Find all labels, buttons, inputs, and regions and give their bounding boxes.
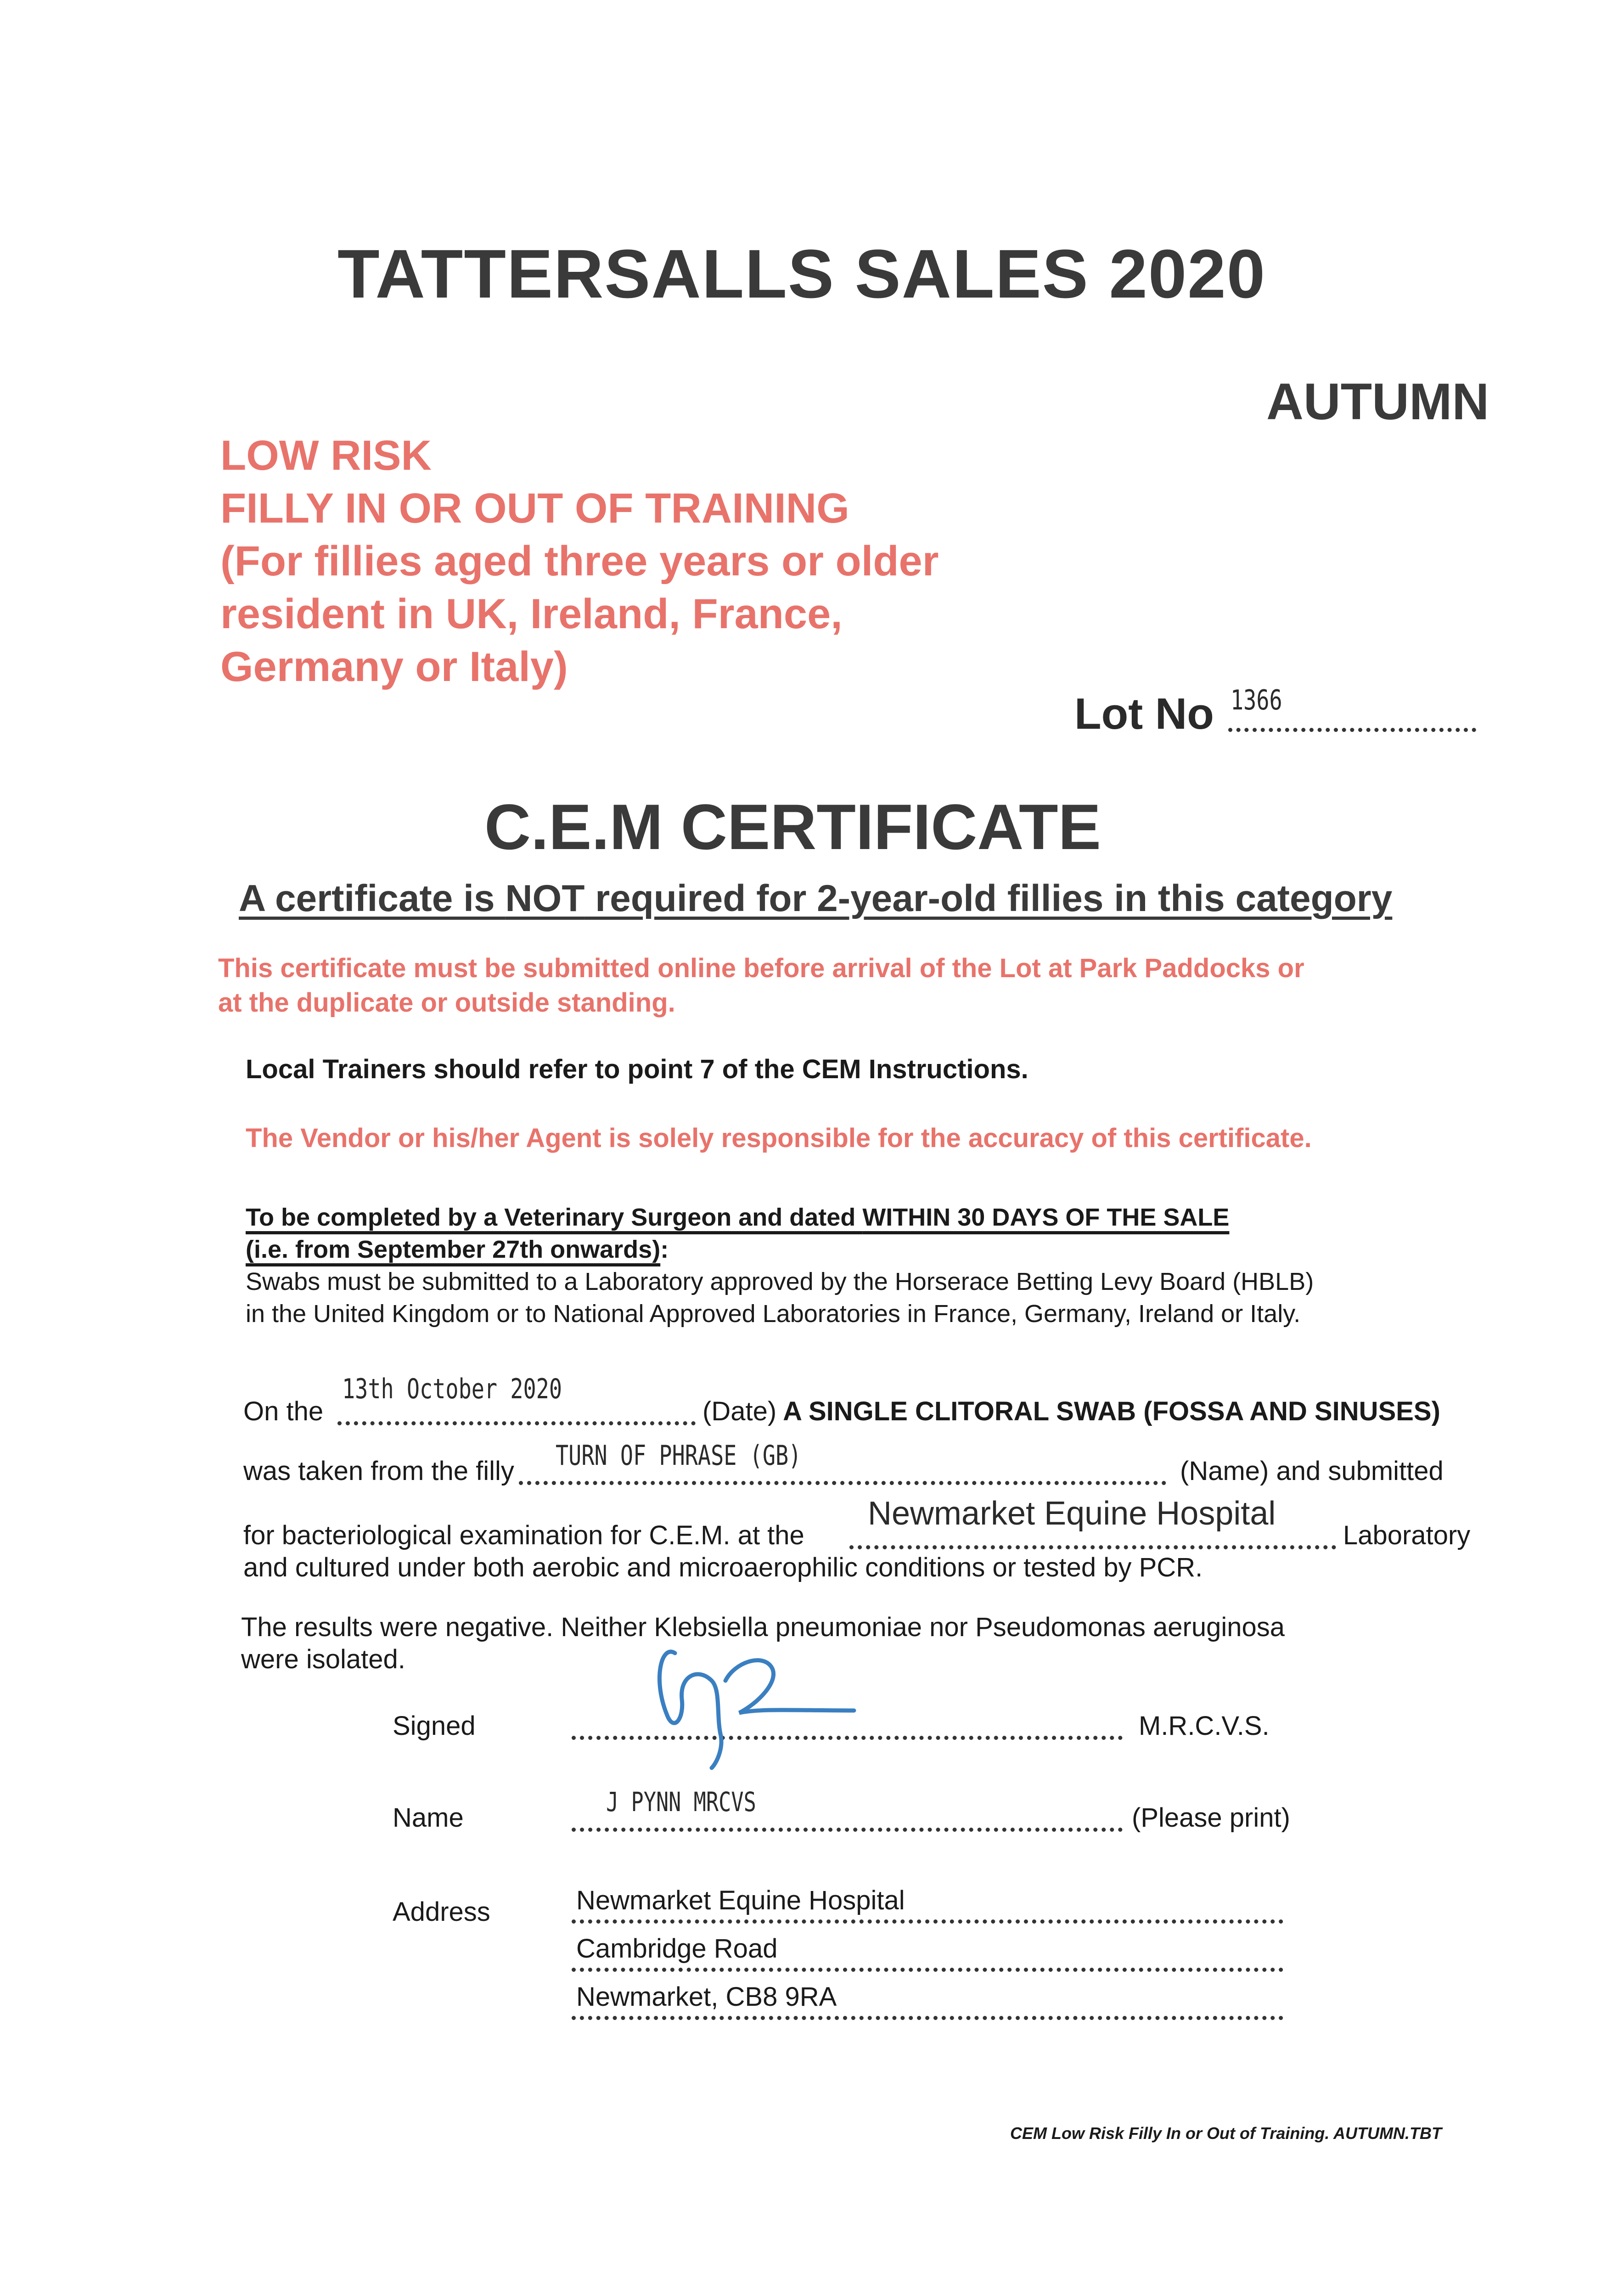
results-line-2: were isolated. bbox=[241, 1644, 405, 1674]
sale-name: AUTUMN bbox=[1266, 373, 1489, 430]
instructions-heading-pre: To be completed by a Veterinary Surgeon and dated bbox=[246, 1204, 863, 1231]
name-dotted-line bbox=[572, 1828, 1123, 1832]
address-dotted-line-2 bbox=[572, 1968, 1283, 1972]
bacteriological-label: for bacteriological examination for C.E.M. at the bbox=[243, 1520, 804, 1550]
vendor-notice: The Vendor or his/her Agent is solely responsible for the accuracy of this certificate. bbox=[246, 1123, 1312, 1153]
instructions-heading-line-2 bbox=[246, 1235, 669, 1264]
address-dotted-line-1 bbox=[572, 1919, 1283, 1924]
address-line-1: Newmarket Equine Hospital bbox=[576, 1885, 905, 1915]
address-line-3: Newmarket, CB8 9RA bbox=[576, 1982, 837, 2012]
instructions-heading-bold: WITHIN 30 DAYS OF THE SALE bbox=[862, 1204, 1230, 1231]
on-the-label: On the bbox=[243, 1396, 324, 1426]
instructions-heading bbox=[246, 1203, 1229, 1232]
instructions-date-range: (i.e. from September 27th onwards) bbox=[246, 1236, 661, 1263]
submit-notice-line-1: This certificate must be submitted online before arrival of the Lot at Park Paddocks or bbox=[218, 953, 1304, 983]
date-suffix-label: (Date) bbox=[702, 1396, 777, 1426]
cultured-line: and cultured under both aerobic and microaerophilic conditions or tested by PCR. bbox=[243, 1553, 1203, 1582]
lot-value bbox=[1231, 684, 1297, 716]
address-dotted-line-3 bbox=[572, 2016, 1283, 2020]
filly-name-value: TURN OF PHRASE (GB) bbox=[556, 1440, 802, 1472]
document-title: TATTERSALLS SALES 2020 bbox=[337, 235, 1266, 312]
results-line-1: The results were negative. Neither Klebsiella pneumoniae nor Pseudomonas aeruginosa bbox=[241, 1612, 1285, 1642]
submit-notice-line-2: at the duplicate or outside standing. bbox=[218, 988, 675, 1018]
please-print-label: (Please print) bbox=[1132, 1803, 1290, 1833]
filly-field bbox=[556, 1440, 871, 1472]
name-and-submitted: (Name) and submitted bbox=[1180, 1456, 1444, 1486]
signature-scribble bbox=[643, 1626, 863, 1773]
date-suffix bbox=[702, 1396, 1440, 1427]
local-trainers-notice: Local Trainers should refer to point 7 of the CEM Instructions. bbox=[246, 1054, 1028, 1084]
subtitle-not: NOT bbox=[505, 878, 585, 919]
certificate-title: C.E.M CERTIFICATE bbox=[484, 791, 1101, 863]
address-line-2: Cambridge Road bbox=[576, 1934, 778, 1964]
category-line-4: resident in UK, Ireland, France, bbox=[220, 591, 843, 637]
instructions-line-1: Swabs must be submitted to a Laboratory approved by the Horserace Betting Levy Board (HBLB) bbox=[246, 1268, 1314, 1295]
vet-name-field bbox=[606, 1786, 798, 1818]
certificate-subtitle bbox=[239, 877, 1392, 920]
laboratory-field: Newmarket Equine Hospital bbox=[868, 1495, 1276, 1532]
instructions-colon: : bbox=[660, 1236, 669, 1263]
category-line-1: LOW RISK bbox=[220, 432, 432, 479]
filly-dotted-line bbox=[519, 1481, 1166, 1485]
category-line-2: FILLY IN OR OUT OF TRAINING bbox=[220, 485, 849, 532]
footer-reference: CEM Low Risk Filly In or Out of Training. AUTUMN.TBT bbox=[1010, 2124, 1442, 2143]
address-label: Address bbox=[393, 1897, 490, 1927]
date-dotted-line bbox=[337, 1421, 696, 1425]
name-label: Name bbox=[393, 1803, 464, 1833]
date-suffix-bold: A SINGLE CLITORAL SWAB (FOSSA AND SINUSES) bbox=[776, 1396, 1440, 1426]
laboratory-label: Laboratory bbox=[1343, 1520, 1471, 1550]
lot-number: 1366 bbox=[1231, 684, 1282, 716]
subtitle-post: required for 2-year-old fillies in this category bbox=[584, 878, 1393, 919]
category-line-3: (For fillies aged three years or older bbox=[220, 538, 939, 585]
laboratory-dotted-line bbox=[849, 1545, 1336, 1549]
category-line-5: Germany or Italy) bbox=[220, 643, 568, 690]
mrcvs-label: M.R.C.V.S. bbox=[1139, 1711, 1270, 1741]
signed-label: Signed bbox=[393, 1711, 476, 1741]
subtitle-pre: A certificate is bbox=[239, 878, 506, 919]
lot-dotted-line bbox=[1228, 728, 1476, 732]
vet-name-value: J PYNN MRCVS bbox=[606, 1786, 756, 1818]
lot-label: Lot No bbox=[1074, 689, 1214, 738]
date-field bbox=[342, 1373, 624, 1405]
taken-from-label: was taken from the filly bbox=[243, 1456, 514, 1486]
date-value: 13th October 2020 bbox=[342, 1373, 562, 1405]
instructions-line-2: in the United Kingdom or to National Approved Laboratories in France, Germany, Ireland or Italy. bbox=[246, 1300, 1301, 1328]
